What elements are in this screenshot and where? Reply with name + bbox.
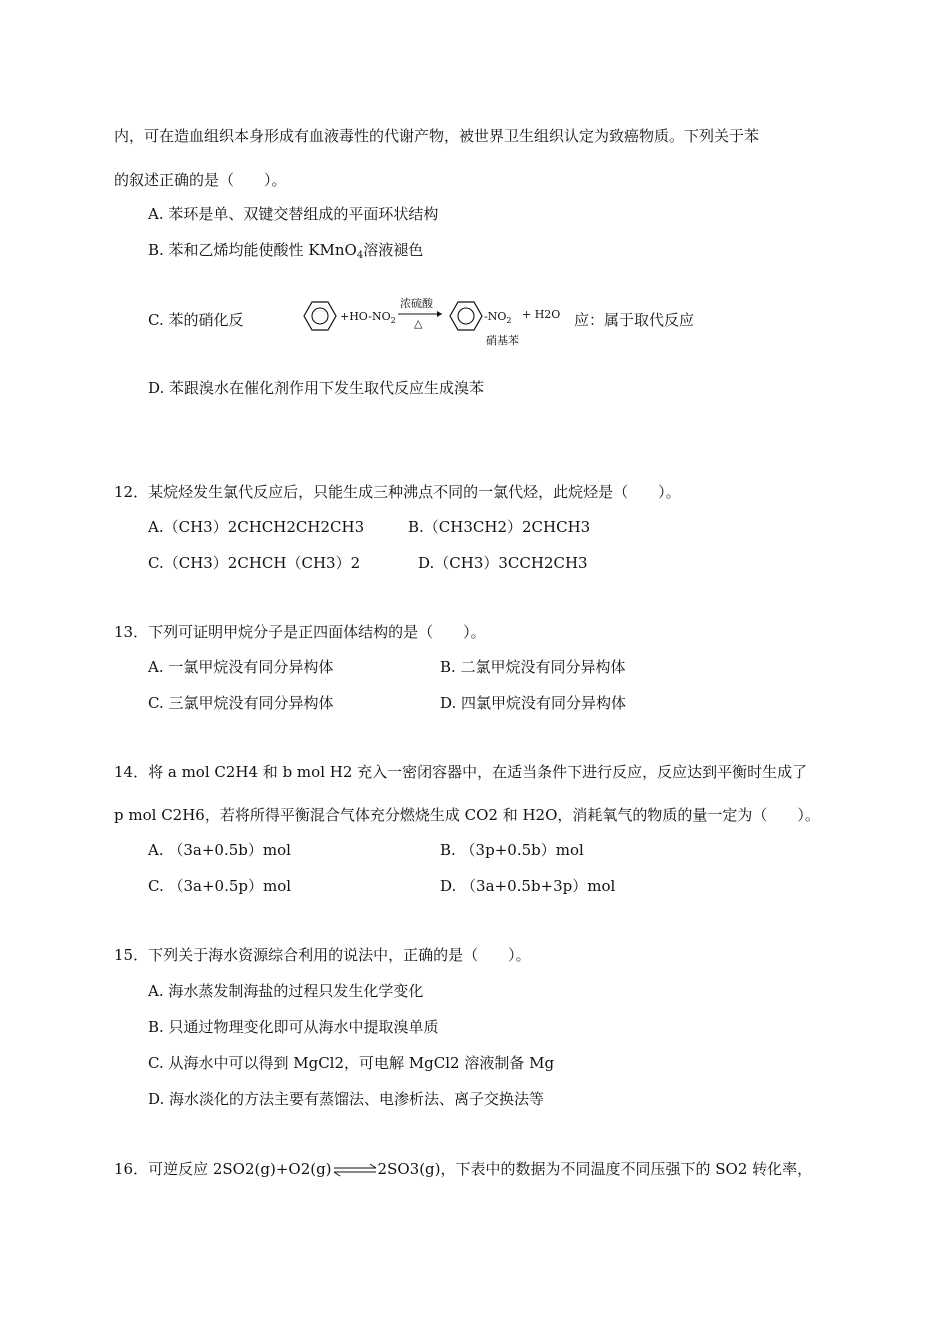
intro-line-2: 的叙述正确的是（ ）。 (114, 171, 287, 189)
q13-option-c: C. 三氯甲烷没有同分异构体 (148, 694, 334, 712)
q14-stem-line-1: 14．将 a mol C2H4 和 b mol H2 充入一密闭容器中，在适当条件下进行反应，反应达到平衡时生成了 (114, 763, 808, 781)
q13-option-d: D. 四氯甲烷没有同分异构体 (440, 694, 627, 712)
q14-option-a: A. （3a+0.5b）mol (148, 841, 291, 859)
q11-option-c-prefix: C. 苯的硝化反 (148, 311, 244, 329)
svg-text:-NO2: $-NO_2$ (484, 310, 512, 325)
q12-option-b: B.（CH3CH2）2CHCH3 (408, 518, 591, 536)
q14-option-b: B. （3p+0.5b）mol (440, 841, 584, 859)
benzene-ring-icon (304, 302, 336, 330)
heat-symbol: △ (414, 317, 423, 330)
q12-stem: 12．某烷烃发生氯代反应后，只能生成三种沸点不同的一氯代烃，此烷烃是（ ）。 (114, 483, 681, 501)
q11-option-a: A. 苯环是单、双键交替组成的平面环状结构 (148, 205, 439, 223)
catalyst-label: 浓硫酸 (400, 297, 433, 310)
q12-option-a: A.（CH3）2CHCH2CH2CH3 (148, 518, 365, 536)
q12-option-d: D.（CH3）3CCH2CH3 (418, 554, 588, 572)
q14-stem-line-2: p mol C2H6，若将所得平衡混合气体充分燃烧生成 CO2 和 H2O，消耗氧气的物质的量一定为（ ）。 (114, 806, 820, 824)
q13-option-b: B. 二氯甲烷没有同分异构体 (440, 658, 626, 676)
nitration-reaction-diagram (296, 294, 566, 348)
q15-stem: 15．下列关于海水资源综合利用的说法中，正确的是（ ）。 (114, 946, 531, 964)
q15-option-c: C. 从海水中可以得到 MgCl2，可电解 MgCl2 溶液制备 Mg (148, 1054, 555, 1072)
q14-option-c: C. （3a+0.5p）mol (148, 877, 292, 895)
q14-option-d: D. （3a+0.5b+3p）mol (440, 877, 616, 895)
q11-option-b: B. 苯和乙烯均能使酸性 KMnO$_4$溶液褪色 (148, 241, 424, 261)
equilibrium-arrow-icon (332, 1163, 378, 1177)
product-name-label: 硝基苯 (486, 334, 519, 347)
q15-option-b: B. 只通过物理变化即可从海水中提取溴单质 (148, 1018, 439, 1036)
q15-option-d: D. 海水淡化的方法主要有蒸馏法、电渗析法、离子交换法等 (148, 1090, 545, 1108)
q16-stem: 16．可逆反应 2SO2(g)+O2(g) 2SO3(g)，下表中的数据为不同温度不同压强下的 SO2 转化率， (114, 1160, 813, 1178)
q11-option-c-suffix: 应：属于取代反应 (574, 311, 695, 329)
q13-stem: 13．下列可证明甲烷分子是正四面体结构的是（ ）。 (114, 623, 486, 641)
q12-option-c: C.（CH3）2CHCH（CH3）2 (148, 554, 361, 572)
svg-text:+ H2O: + H2O (522, 308, 561, 321)
intro-line-1: 内，可在造血组织本身形成有血液毒性的代谢产物，被世界卫生组织认定为致癌物质。下列关于苯 (114, 127, 760, 145)
nitrobenzene-ring-icon (450, 302, 482, 330)
q15-option-a: A. 海水蒸发制海盐的过程只发生化学变化 (148, 982, 424, 1000)
q11-option-d: D. 苯跟溴水在催化剂作用下发生取代反应生成溴苯 (148, 379, 485, 397)
svg-text:+HO-NO2: $+HO-NO_2$ (340, 310, 396, 325)
q13-option-a: A. 一氯甲烷没有同分异构体 (148, 658, 334, 676)
